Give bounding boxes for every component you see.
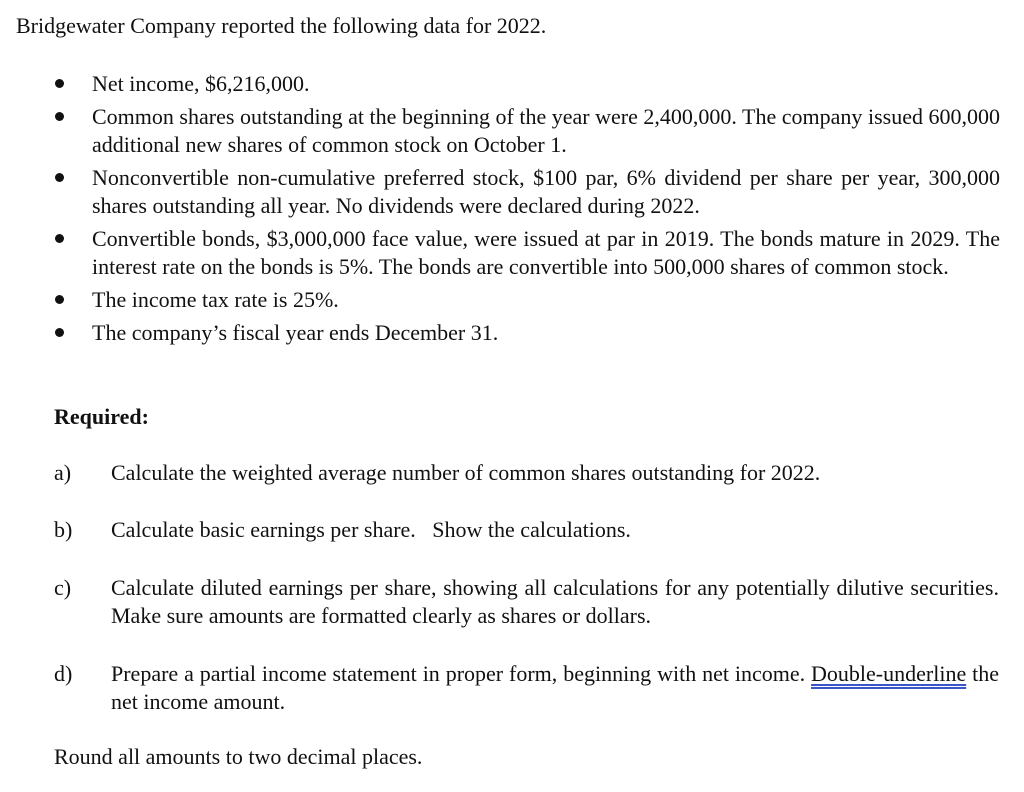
- bullet-net-income: [0, 70, 1000, 98]
- bullet-icon: [55, 112, 64, 121]
- bullet-preferred-stock: [0, 164, 1000, 220]
- bullet-icon: [55, 79, 64, 88]
- bullet-common-shares: [0, 103, 1000, 159]
- requirement-text-part: the net income amount.: [111, 661, 999, 714]
- bullet-text: Convertible bonds, $3,000,000 face value, were issued at par in 2019. The bonds mature in 2029. The interest rate on the bonds is 5%. The bonds are convertible into 500,000 shares of common stock.: [92, 226, 1000, 279]
- requirement-text: [111, 660, 999, 716]
- double-underline-term: Double-underline: [811, 661, 967, 686]
- bullet-text: Nonconvertible non-cumulative preferred stock, $100 par, 6% dividend per share per year, 300,000 shares outstanding all year. No dividends were declared during 2022.: [92, 165, 1000, 218]
- bullet-icon: [55, 234, 64, 243]
- required-heading: Required:: [54, 404, 149, 429]
- bullet-fiscal-year: [0, 319, 1000, 347]
- requirement-text: Calculate diluted earnings per share, showing all calculations for any potentially dilutive securities. Make sure amounts are formatted clearly as shares or dollars.: [111, 575, 999, 628]
- requirement-letter: c): [54, 575, 72, 600]
- bullet-convertible-bonds: [0, 225, 1000, 281]
- bullet-icon: [55, 173, 64, 182]
- bullet-icon: [55, 295, 64, 304]
- intro-text: Bridgewater Company reported the following data for 2022.: [16, 13, 547, 38]
- bullet-text: Net income, $6,216,000.: [92, 71, 310, 96]
- bullet-text: The company’s fiscal year ends December 31.: [92, 320, 499, 345]
- requirement-letter: a): [54, 460, 72, 485]
- bullet-text: Common shares outstanding at the beginning of the year were 2,400,000. The company issued 600,000 additional new shares of common stock on October 1.: [92, 104, 1000, 157]
- data-bullet-list: [0, 70, 1024, 352]
- rounding-note: Round all amounts to two decimal places.: [54, 744, 423, 769]
- requirement-text-part: Prepare a partial income statement in proper form, beginning with net income.: [111, 661, 812, 686]
- bullet-tax-rate: [0, 286, 1000, 314]
- requirement-letter: b): [54, 517, 73, 542]
- bullet-icon: [55, 328, 64, 337]
- bullet-text: The income tax rate is 25%.: [92, 287, 339, 312]
- requirement-letter: d): [54, 661, 73, 686]
- requirement-text: Calculate the weighted average number of common shares outstanding for 2022.: [111, 460, 821, 485]
- requirement-text: Calculate basic earnings per share. Show the calculations.: [111, 517, 631, 542]
